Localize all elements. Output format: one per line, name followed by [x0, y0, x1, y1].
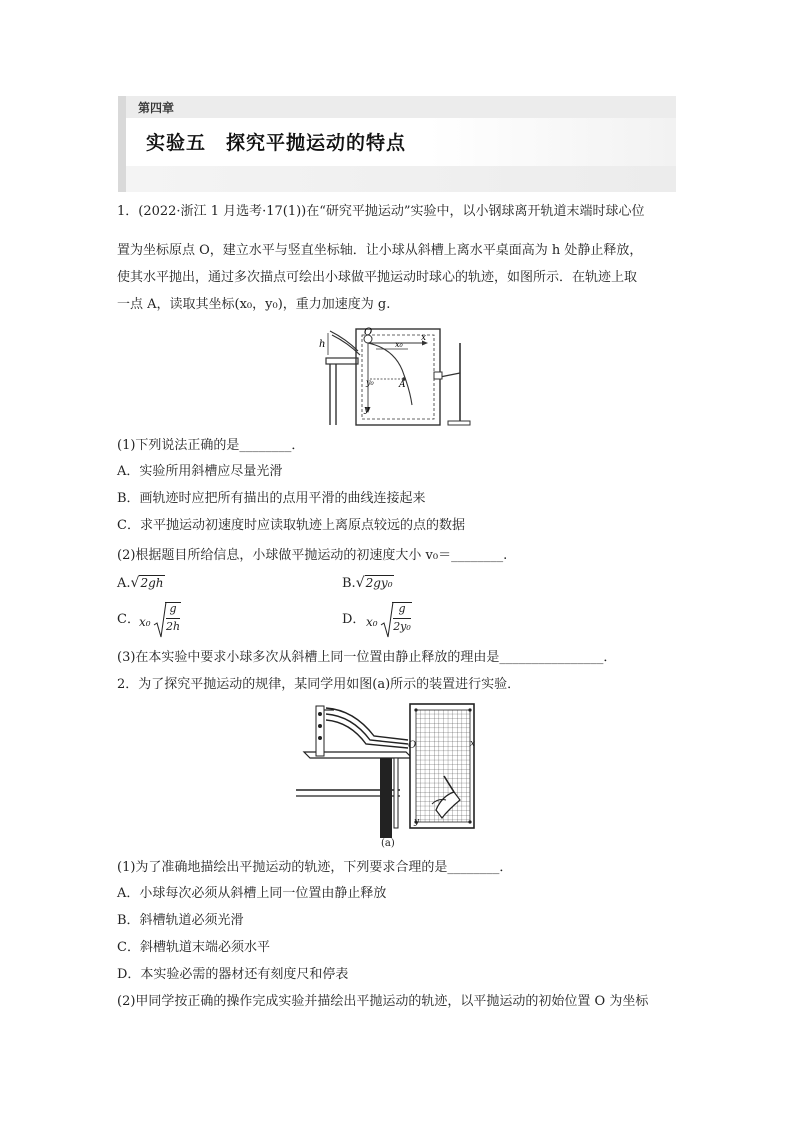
q1-option-2B-radicand: 2gy₀	[365, 576, 393, 590]
q2-sub1: (1)为了准确地描绘出平抛运动的轨迹，下列要求合理的是________．	[117, 860, 513, 875]
q1-option-2D-numerator: g	[398, 602, 406, 615]
header-top-band	[126, 96, 676, 118]
q1-option-2C-denominator: 2h	[165, 620, 181, 633]
q2-fig-caption: (a)	[381, 838, 395, 849]
q1-option-1A: A．实验所用斜槽应尽量光滑	[117, 464, 283, 479]
q1-fig-label-A: A	[399, 380, 406, 390]
chapter-header	[118, 96, 676, 192]
q2-apparatus-figure	[296, 700, 478, 850]
q1-fig-label-h: h	[319, 339, 326, 350]
q1-option-2A-radicand: 2gh	[140, 576, 164, 590]
q1-fig-label-x: x	[421, 333, 427, 343]
q1-sub1: (1)下列说法正确的是________．	[117, 438, 305, 453]
q1-option-2D-label: D．	[342, 612, 366, 627]
q1-option-2A	[117, 574, 165, 593]
q1-option-2C-numerator: g	[169, 602, 177, 615]
sqrt-symbol: √	[355, 575, 365, 591]
q1-fig-label-O: O	[364, 327, 373, 338]
q2-option-B: B．斜槽轨道必须光滑	[117, 913, 244, 928]
q1-stem-line3: 使其水平抛出，通过多次描点可绘出小球做平抛运动时球心的轨迹，如图所示．在轨迹上取	[117, 270, 638, 285]
q2-fig-label-x: x	[470, 739, 476, 749]
header-accent-bar	[118, 96, 126, 192]
q1-option-2D-denominator: 2y₀	[393, 620, 411, 633]
q1-option-2D-prefix: x₀	[366, 615, 378, 629]
q1-stem-line4: 一点 A，读取其坐标(x₀，y₀)，重力加速度为 g.	[117, 297, 391, 312]
q2-fig-label-y: y	[414, 817, 420, 827]
q1-option-2C-prefix: x₀	[139, 615, 151, 629]
q1-option-2A-label: A.	[117, 576, 131, 591]
q2-stem-line1: 2．为了探究平抛运动的规律，某同学用如图(a)所示的装置进行实验．	[117, 677, 521, 692]
q1-stem-line1: 1．(2022·浙江 1 月选考·17(1))在“研究平抛运动”实验中，以小钢球离开轨道末端时球心位	[117, 204, 645, 219]
q1-sub3: (3)在本实验中要求小球多次从斜槽上同一位置由静止释放的理由是________________．	[117, 650, 617, 665]
header-bottom-band	[126, 166, 676, 192]
q1-option-2B	[342, 574, 394, 593]
q1-apparatus-figure	[318, 325, 476, 428]
q1-option-1B: B．画轨迹时应把所有描出的点用平滑的曲线连接起来	[117, 491, 426, 506]
q1-option-2C-label: C．	[117, 612, 140, 627]
q2-option-C: C．斜槽轨道末端必须水平	[117, 940, 270, 955]
q2-option-D: D．本实验必需的器材还有刻度尺和停表	[117, 967, 349, 982]
fraction-bar	[393, 618, 411, 619]
q1-option-1C: C．求平抛运动初速度时应读取轨迹上离原点较远的点的数据	[117, 518, 465, 533]
q1-fig-label-y: y	[364, 405, 370, 415]
q2-sub2: (2)甲同学按正确的操作完成实验并描绘出平抛运动的轨迹，以平抛运动的初始位置 O 为坐标	[117, 994, 649, 1009]
q1-sub2: (2)根据题目所给信息，小球做平抛运动的初速度大小 v₀＝________.	[117, 548, 508, 563]
q2-option-A: A．小球每次必须从斜槽上同一位置由静止释放	[117, 886, 387, 901]
title-band	[126, 118, 676, 166]
q1-fig-label-x0: x₀	[395, 340, 403, 349]
q1-option-2B-label: B.	[342, 576, 356, 591]
q1-stem-line2: 置为坐标原点 O，建立水平与竖直坐标轴．让小球从斜槽上离水平桌面高为 h 处静止释放，	[117, 243, 643, 258]
q2-fig-label-O: O	[408, 740, 417, 751]
q1-fig-label-y0: y₀	[366, 378, 374, 387]
sqrt-symbol: √	[130, 575, 140, 591]
page-title: 实验五 探究平抛运动的特点	[146, 132, 407, 154]
fraction-bar	[166, 618, 180, 619]
chapter-label: 第四章	[138, 101, 175, 115]
